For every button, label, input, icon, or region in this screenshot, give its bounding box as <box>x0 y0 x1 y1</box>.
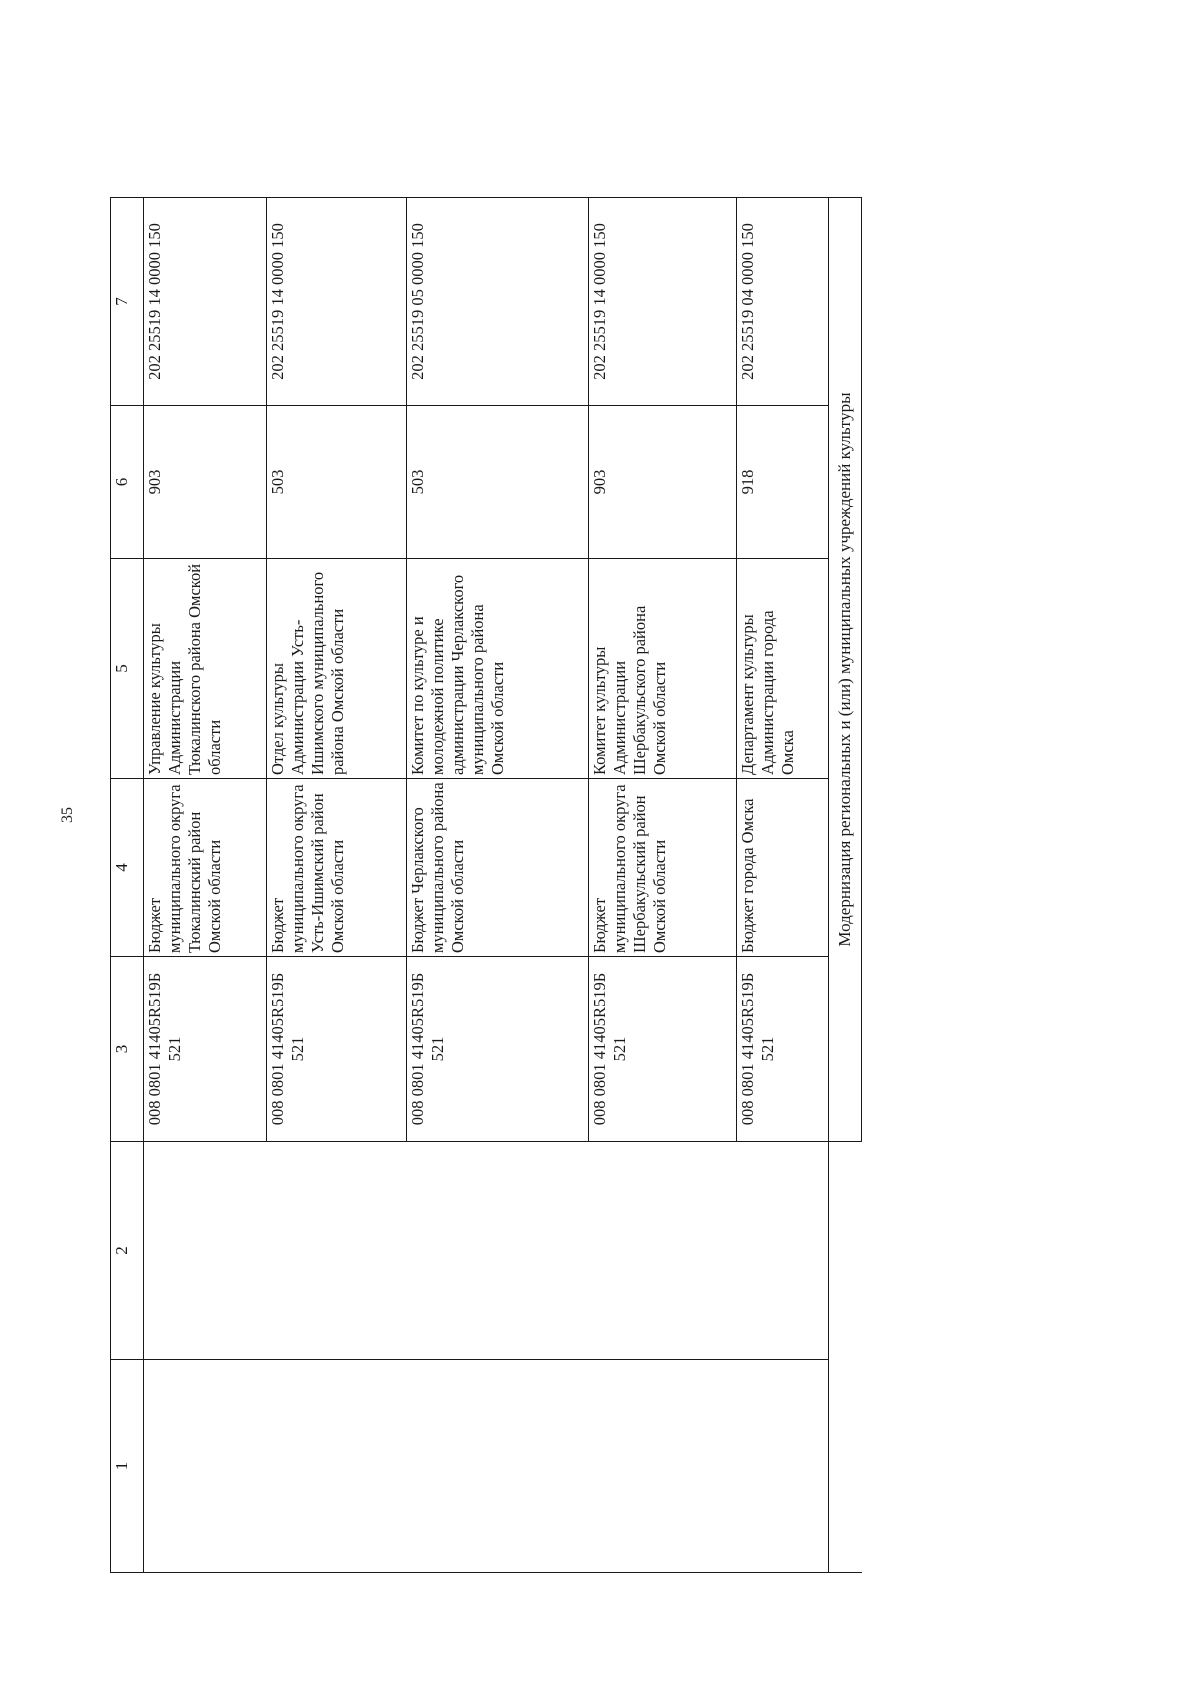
income-code: 202 25519 14 0000 150 <box>144 198 267 406</box>
table-row <box>144 198 267 1573</box>
header-row <box>111 198 144 1573</box>
header-col-7: 7 <box>111 198 144 406</box>
section-edge-cell <box>829 1360 862 1573</box>
budget-name: Бюджет муниципального округа Шербакульский район Омской области <box>589 779 737 957</box>
header-col-5: 5 <box>111 559 144 779</box>
administrator-name: Департамент культуры Администрации города Омска <box>737 559 829 779</box>
classification-code: 008 0801 41405R519Б 521 <box>144 957 267 1142</box>
administrator-code: 903 <box>589 406 737 559</box>
header-col-3: 3 <box>111 957 144 1142</box>
section-row <box>829 198 862 1573</box>
budget-table <box>110 197 862 1573</box>
col-1-cell <box>144 1360 829 1573</box>
budget-name: Бюджет города Омска <box>737 779 829 957</box>
classification-code: 008 0801 41405R519Б 521 <box>267 957 407 1142</box>
administrator-name: Комитет по культуре и молодежной политике администрации Черлакского муниципального района Омской области <box>407 559 589 779</box>
budget-name: Бюджет муниципального округа Тюкалинский район Омской области <box>144 779 267 957</box>
rotated-table-container <box>110 198 854 1573</box>
administrator-code: 918 <box>737 406 829 559</box>
administrator-name: Отдел культуры Администрации Усть-Ишимского муниципального района Омской области <box>267 559 407 779</box>
income-code: 202 25519 04 0000 150 <box>737 198 829 406</box>
header-col-4: 4 <box>111 779 144 957</box>
budget-name: Бюджет муниципального округа Усть-Ишимский район Омской области <box>267 779 407 957</box>
header-col-6: 6 <box>111 406 144 559</box>
section-edge-cell <box>829 1142 862 1360</box>
administrator-name: Комитет культуры Администрации Шербакульского района Омской области <box>589 559 737 779</box>
income-code: 202 25519 14 0000 150 <box>589 198 737 406</box>
section-title: Модернизация региональных и (или) муниципальных учреждений культуры <box>829 198 862 1142</box>
administrator-code: 503 <box>407 406 589 559</box>
administrator-code: 503 <box>267 406 407 559</box>
administrator-code: 903 <box>144 406 267 559</box>
income-code: 202 25519 05 0000 150 <box>407 198 589 406</box>
page-number: 35 <box>59 807 76 823</box>
budget-name: Бюджет Черлакского муниципального района Омской области <box>407 779 589 957</box>
income-code: 202 25519 14 0000 150 <box>267 198 407 406</box>
col-2-cell <box>144 1142 829 1360</box>
header-col-2: 2 <box>111 1142 144 1360</box>
header-col-1: 1 <box>111 1360 144 1573</box>
classification-code: 008 0801 41405R519Б 521 <box>407 957 589 1142</box>
classification-code: 008 0801 41405R519Б 521 <box>737 957 829 1142</box>
classification-code: 008 0801 41405R519Б 521 <box>589 957 737 1142</box>
administrator-name: Управление культуры Администрации Тюкалинского района Омской области <box>144 559 267 779</box>
